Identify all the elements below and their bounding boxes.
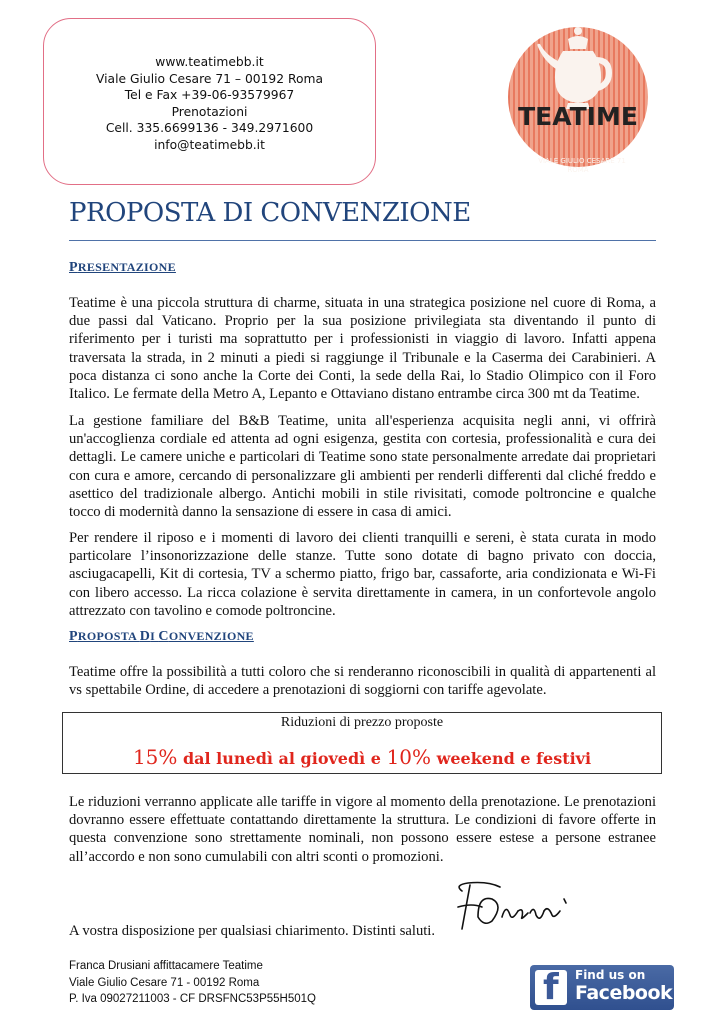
facebook-brand-label: Facebook bbox=[575, 982, 673, 1004]
presentazione-paragraph-1: Teatime è una piccola struttura di charme, situata in una strategica posizione nel cuore di Roma, a due passi dal Vaticano. Proprio per la sua posizione privilegiata sta diventando il punto di riferimento per i turisti ma soprattutto per i professionisti in viaggio di lavoro. Infatti appena traversata la strada, in 2 minuti a piedi si raggiunge il Tribunale e la Caserma dei Carabinieri. A poca distanza ci sono anche la Corte dei Conti, la sede della Rai, lo Stadio Olimpico con il Foro Italico. Le fermate della Metro A, Lepanto e Ottaviano distano entrambe circa 300 mt da Teatime. bbox=[69, 295, 656, 403]
discount-weekend-value: 10% bbox=[386, 745, 432, 769]
facebook-badge[interactable] bbox=[530, 965, 674, 1010]
website-link[interactable]: www.teatimebb.it bbox=[155, 55, 264, 69]
heading-presentazione: PRESENTAZIONE bbox=[69, 260, 176, 275]
page-title: PROPOSTA DI CONVENZIONE bbox=[69, 198, 471, 228]
contact-info-box bbox=[43, 18, 376, 185]
offer-discounts: 15% dal lunedì al giovedì e 10% weekend e festivi bbox=[132, 745, 592, 769]
logo-address-line2: ROMA bbox=[567, 166, 589, 174]
conditions-paragraph: Le riduzioni verranno applicate alle tariffe in vigore al momento della prenotazione. Le prenotazioni dovranno essere effettuate contattando direttamente la struttura. Le condizioni di favore offerte in questa convenzione sono strettamente nominali, non possono essere estese a persone estranee all’accordo e non sono cumulabili con altri sconti o promozioni. bbox=[69, 794, 656, 865]
closing-greeting: A vostra disposizione per qualsiasi chiarimento. Distinti saluti. bbox=[69, 923, 436, 939]
discount-weekday-value: 15% bbox=[132, 745, 178, 769]
offer-subtitle: Riduzioni di prezzo proposte bbox=[280, 715, 444, 730]
footer-info bbox=[69, 958, 316, 1008]
teatime-logo bbox=[508, 17, 648, 177]
cell-text: Cell. 335.6699136 - 349.2971600 bbox=[105, 121, 314, 135]
address-text: Viale Giulio Cesare 71 – 00192 Roma bbox=[95, 71, 323, 86]
footer-owner: Franca Drusiani affittacamere Teatime bbox=[69, 960, 263, 972]
offer-box bbox=[62, 712, 662, 774]
logo-brand-text: TEATIME bbox=[518, 102, 638, 131]
signature-image bbox=[448, 877, 578, 935]
proposta-paragraph: Teatime offre la possibilità a tutti coloro che si renderanno riconoscibili in qualità di appartenenti al vs spettabile Ordine, di accedere a prenotazioni di soggiorni con tariffe agevolate. bbox=[69, 664, 656, 699]
footer-tax-id: P. Iva 09027211003 - CF DRSFNC53P55H501Q bbox=[69, 993, 316, 1005]
presentazione-paragraph-2: La gestione familiare del B&B Teatime, unita all'esperienza acquisita negli anni, vi offrirà un'accoglienza cordiale ed attenta ad ogni esigenza, gestita con cortesia, professionalità e cura dei dettagli. Le camere uniche e particolari di Teatime sono state personalmente arredate dai proprietari con cura e amore, cercando di personalizzare gli ambienti per renderli differenti dal cliché freddo e asettico del tradizionale albergo. Antichi mobili in stile rivisitati, comode poltroncine e qualche tocco di modernità danno la sensazione di essere in casa di amici. bbox=[69, 413, 656, 521]
heading-proposta: PROPOSTA DI CONVENZIONE bbox=[69, 629, 254, 644]
presentazione-paragraph-3: Per rendere il riposo e i momenti di lavoro dei clienti tranquilli e sereni, è stata curata in modo particolare l’insonorizzazione delle stanze. Tutte sono dotate di bagno privato con doccia, asciugacapelli, Kit di cortesia, TV a schermo piatto, frigo bar, cassaforte, aria condizionata e Wi-Fi con libero accesso. La ricca colazione è servita direttamente in camera, in un confortevole angolo attrezzato con tavolino e comode poltroncine. bbox=[69, 530, 656, 619]
tel-fax-text: Tel e Fax +39-06-93579967 bbox=[124, 88, 295, 102]
title-divider bbox=[69, 240, 656, 241]
facebook-find-label: Find us on bbox=[575, 968, 646, 982]
facebook-f-icon: f bbox=[535, 970, 567, 1005]
email-link[interactable]: info@teatimebb.it bbox=[154, 137, 265, 152]
bookings-label: Prenotazioni bbox=[171, 104, 248, 119]
logo-address-line1: VIALE GIULIO CESARE 71 bbox=[538, 157, 626, 165]
footer-address: Viale Giulio Cesare 71 - 00192 Roma bbox=[69, 976, 260, 989]
